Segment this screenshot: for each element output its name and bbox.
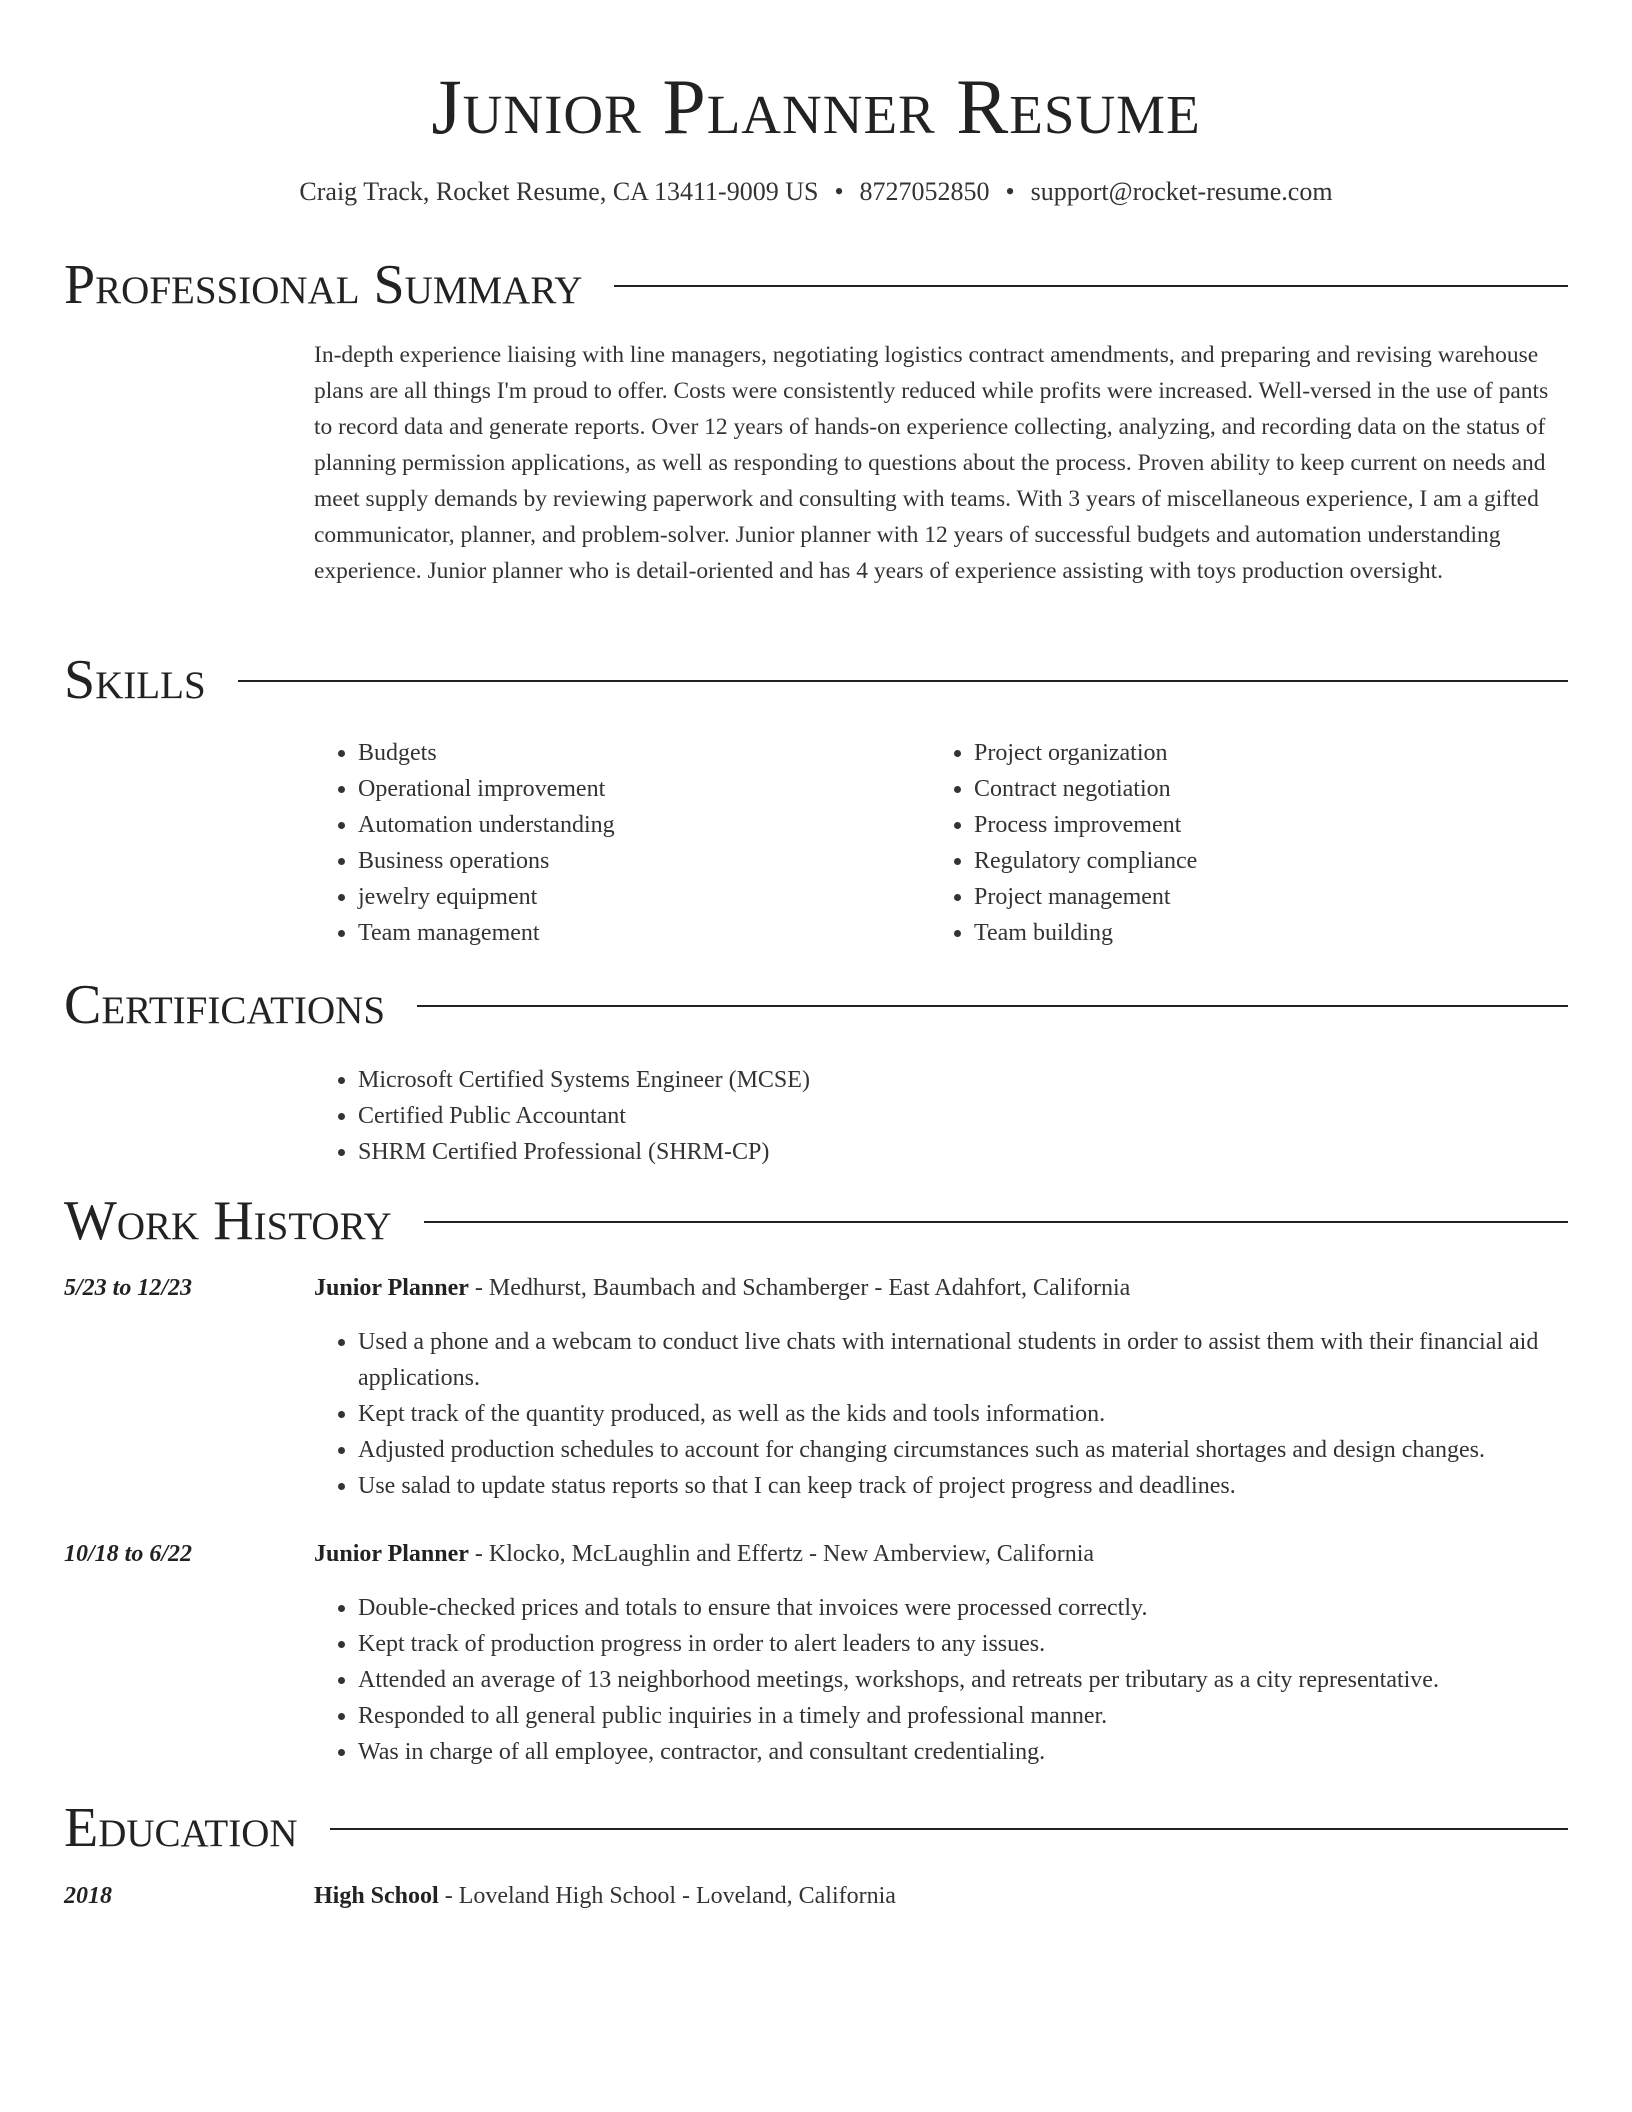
contact-phone[interactable]: 8727052850 <box>859 177 990 206</box>
contact-separator: • <box>1005 177 1015 206</box>
education-line <box>314 1878 896 1914</box>
certification-item: • Certified Public Accountant <box>358 1098 1558 1134</box>
job-bullet: • Kept track of production progress in order to alert leaders to any issues. <box>358 1626 1612 1662</box>
skills-list-right <box>930 735 1574 951</box>
contact-line <box>0 176 1632 208</box>
section-title: Professional Summary <box>64 254 583 316</box>
skill-item: • Contract negotiation <box>974 771 1574 807</box>
skill-item: • Regulatory compliance <box>974 843 1574 879</box>
skill-item: • Operational improvement <box>358 771 918 807</box>
contact-separator: • <box>834 177 844 206</box>
skill-item: • Team management <box>358 915 918 951</box>
skill-item: • Process improvement <box>974 807 1574 843</box>
job-employer: - Medhurst, Baumbach and Schamberger - East Adahfort, California <box>468 1275 1131 1301</box>
section-header-skills <box>64 645 1568 715</box>
section-header-summary <box>64 250 1568 320</box>
job-title-line <box>314 1270 1130 1306</box>
job-bullets <box>314 1590 1612 1770</box>
section-title: Education <box>64 1797 298 1859</box>
section-title: Skills <box>64 649 206 711</box>
summary-text: In-depth experience liaising with line managers, negotiating logistics contract amendments, and preparing and revising warehouse plans are all things I'm proud to offer. Costs were consistently reduced while profits were increased. Well-versed in the use of pants to record data and generate reports. Over 12 years of hands-on experience collecting, analyzing, and recording data on the status of planning permission applications, as well as responding to questions about the process. Proven ability to keep current on needs and meet supply demands by reviewing paperwork and consulting with teams. With 3 years of miscellaneous experience, I am a gifted communicator, planner, and problem-solver. Junior planner with 12 years of successful budgets and automation understanding experience. Junior planner who is detail-oriented and has 4 years of experience assisting with toys production oversight. <box>314 342 1549 584</box>
education-school: - Loveland High School - Loveland, California <box>438 1883 896 1909</box>
job-dates: 5/23 to 12/23 <box>64 1275 193 1301</box>
job-bullet: • Adjusted production schedules to account for changing circumstances such as material shortages and design changes. <box>358 1432 1612 1468</box>
job-bullet: • Was in charge of all employee, contractor, and consultant credentialing. <box>358 1734 1612 1770</box>
skill-item: • Business operations <box>358 843 918 879</box>
job-role: Junior Planner <box>314 1275 469 1301</box>
job-bullet: • Kept track of the quantity produced, as well as the kids and tools information. <box>358 1396 1612 1432</box>
section-header-certifications <box>64 970 1568 1040</box>
skill-item: • Budgets <box>358 735 918 771</box>
skill-item: • Project management <box>974 879 1574 915</box>
section-divider <box>614 285 1568 287</box>
job-employer: - Klocko, McLaughlin and Effertz - New Amberview, California <box>468 1541 1095 1567</box>
skill-item: • Automation understanding <box>358 807 918 843</box>
section-divider <box>417 1005 1568 1007</box>
skills-list-left <box>314 735 918 951</box>
job-dates: 10/18 to 6/22 <box>64 1541 193 1567</box>
section-title: Certifications <box>64 974 386 1036</box>
job-bullet: • Attended an average of 13 neighborhood meetings, workshops, and retreats per tributary as a city representative. <box>358 1662 1612 1698</box>
skill-item: • Team building <box>974 915 1574 951</box>
certifications-list <box>314 1062 1558 1170</box>
section-title: Work History <box>64 1190 392 1252</box>
job-bullet: • Double-checked prices and totals to ensure that invoices were processed correctly. <box>358 1590 1612 1626</box>
section-divider <box>330 1828 1568 1830</box>
section-divider <box>238 680 1568 682</box>
resume-title: Junior Planner Resume <box>431 63 1201 150</box>
education-degree: High School <box>314 1883 439 1909</box>
section-header-education <box>64 1793 1568 1863</box>
contact-email[interactable]: support@rocket-resume.com <box>1030 177 1333 206</box>
job-bullet: • Responded to all general public inquiries in a timely and professional manner. <box>358 1698 1612 1734</box>
job-bullet: • Use salad to update status reports so that I can keep track of project progress and deadlines. <box>358 1468 1612 1504</box>
job-bullets <box>314 1324 1612 1504</box>
certification-item: • Microsoft Certified Systems Engineer (MCSE) <box>358 1062 1558 1098</box>
education-year: 2018 <box>64 1883 112 1909</box>
section-divider <box>424 1221 1568 1223</box>
contact-address: Craig Track, Rocket Resume, CA 13411-9009 US <box>299 177 819 206</box>
job-role: Junior Planner <box>314 1541 469 1567</box>
job-title-line <box>314 1536 1094 1572</box>
job-bullet: • Used a phone and a webcam to conduct live chats with international students in order to assist them with their financial aid applications. <box>358 1324 1612 1396</box>
section-header-work-history <box>64 1186 1568 1256</box>
skill-item: • Project organization <box>974 735 1574 771</box>
skill-item: • jewelry equipment <box>358 879 918 915</box>
certification-item: • SHRM Certified Professional (SHRM-CP) <box>358 1134 1558 1170</box>
